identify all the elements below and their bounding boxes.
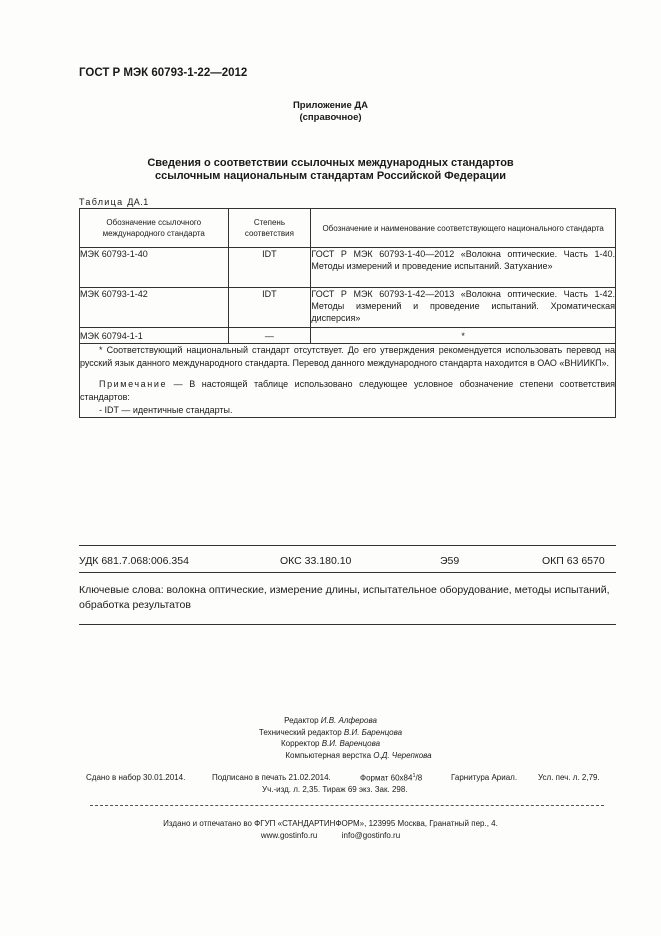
editor-line xyxy=(0,715,661,727)
signed-date: Подписано в печать 21.02.2014. xyxy=(212,773,331,782)
format xyxy=(360,773,422,783)
section-title-line2: ссылочным национальным стандартам Российской Федерации xyxy=(154,170,507,182)
correspondence-table xyxy=(79,208,616,418)
tech-editor-line xyxy=(0,727,661,739)
appendix-subtitle: (справочное) xyxy=(299,112,362,123)
section-title-line1: Сведения о соответствии ссылочных международных стандартов xyxy=(147,157,514,169)
appendix-title: Приложение ДА xyxy=(292,100,369,111)
keywords: Ключевые слова: волокна оптические, измерение длины, испытательное оборудование, методы испытаний, обработка результатов xyxy=(79,584,610,611)
note-text: — В настоящей таблице использовано следующее условное обозначение степени соответствия стандартов: xyxy=(80,379,615,402)
corrector-line xyxy=(0,738,661,750)
cell-code: МЭК 60794-1-1 xyxy=(80,328,229,344)
sent-date: Сдано в набор 30.01.2014. xyxy=(86,773,186,782)
table-footer-row xyxy=(80,344,616,418)
print-sheets: Усл. печ. л. 2,79. xyxy=(538,773,600,782)
publisher-contacts xyxy=(0,830,661,842)
tech-editor-name: В.И. Баренцова xyxy=(343,727,403,737)
table-row xyxy=(80,288,616,328)
top-rule xyxy=(79,545,616,546)
note-label: Примечание xyxy=(99,379,168,389)
oks-code: ОКС 33.180.10 xyxy=(280,555,352,567)
corrector-name: В.И. Варенцова xyxy=(321,739,381,748)
table-row xyxy=(80,328,616,344)
e-code: Э59 xyxy=(440,555,460,567)
cell-national-standard: * xyxy=(311,328,616,344)
cell-degree: IDT xyxy=(228,248,311,288)
udk-code: УДК 681.7.068:006.354 xyxy=(79,555,189,567)
col-header-degree: Степень соответствия xyxy=(228,209,311,248)
tech-editor-label: Технический редактор xyxy=(258,727,342,737)
footnote: * Соответствующий национальный стандарт отсутствует. До его утверждения рекомендуется использовать перевод на русский язык данного международного стандарта. Перевод данного международного стандарта находится в ОАО «ВНИИКП». xyxy=(80,345,615,368)
layout-label: Компьютерная верстка xyxy=(285,750,372,760)
layout-name: О.Д. Черепкова xyxy=(373,750,432,760)
cell-code: МЭК 60793-1-40 xyxy=(80,248,229,288)
publisher-website[interactable]: www.gostinfo.ru xyxy=(260,831,318,840)
table-caption-number: ДА.1 xyxy=(127,197,149,207)
print-run: Уч.-изд. л. 2,35. Тираж 69 экз. Зак. 298. xyxy=(262,785,408,794)
table-note xyxy=(80,378,615,404)
layout-line xyxy=(0,750,661,762)
okp-code: ОКП 63 6570 xyxy=(542,555,605,567)
note-item: - IDT — идентичные стандарты. xyxy=(99,405,233,415)
col-header-international: Обозначение ссылочного международного стандарта xyxy=(80,209,229,248)
format-sup: 1 xyxy=(412,773,416,779)
standard-designation: ГОСТ Р МЭК 60793-1-22—2012 xyxy=(79,67,248,79)
typeface: Гарнитура Ариал. xyxy=(451,773,518,782)
col-header-national: Обозначение и наименование соответствующего национального стандарта xyxy=(311,209,616,248)
imprint-credits xyxy=(0,715,661,761)
publisher-info xyxy=(0,818,661,842)
appendix-heading xyxy=(0,100,661,124)
table-caption xyxy=(79,197,149,207)
publisher-address: Издано и отпечатано во ФГУП «СТАНДАРТИНФОРМ», 123995 Москва, Гранатный пер., 4. xyxy=(163,819,498,828)
mid-rule xyxy=(79,572,616,573)
table-caption-word: Таблица xyxy=(79,197,124,207)
cell-national-standard: ГОСТ Р МЭК 60793-1-42—2013 «Волокна оптические. Часть 1-42. Методы измерений и проведение испытаний. Хроматическая дисперсия» xyxy=(311,288,616,328)
editor-label: Редактор xyxy=(284,716,319,725)
editor-name: И.В. Алферова xyxy=(320,716,377,725)
table-header-row xyxy=(80,209,616,248)
table-footer xyxy=(80,344,616,418)
publisher-email[interactable]: info@gostinfo.ru xyxy=(341,831,401,840)
cell-national-standard: ГОСТ Р МЭК 60793-1-40—2012 «Волокна оптические. Часть 1-40. Методы измерений и проведение испытаний. Затухание» xyxy=(311,248,616,288)
format-sub: /8 xyxy=(415,773,423,783)
cell-degree: — xyxy=(228,328,311,344)
corrector-label: Корректор xyxy=(280,739,320,748)
table-row xyxy=(80,248,616,288)
format-text: Формат 60x84 xyxy=(360,773,413,783)
dashed-divider xyxy=(90,805,604,806)
bottom-rule xyxy=(79,624,616,625)
section-title xyxy=(0,157,661,183)
cell-code: МЭК 60793-1-42 xyxy=(80,288,229,328)
cell-degree: IDT xyxy=(228,288,311,328)
